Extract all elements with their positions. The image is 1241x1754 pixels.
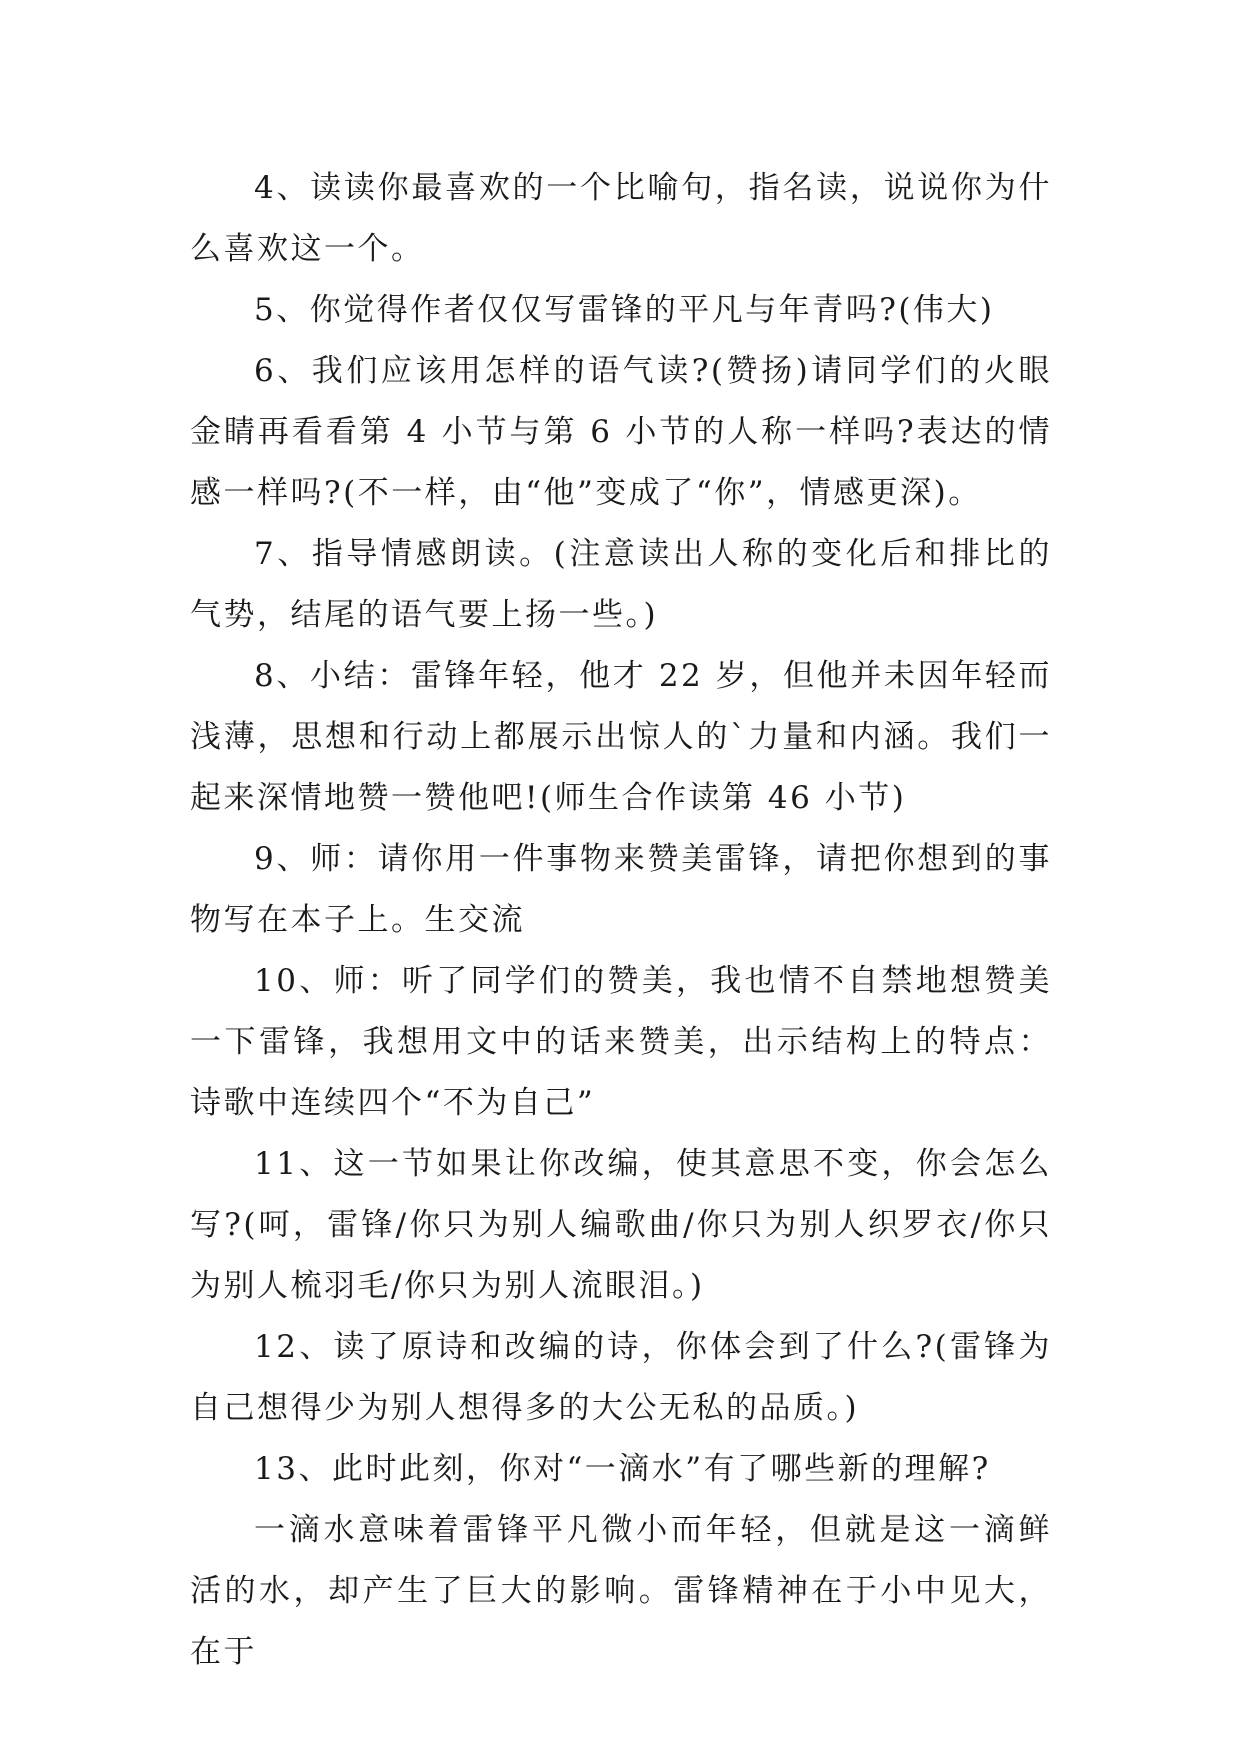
document-body <box>190 158 1052 1683</box>
paragraph-6: 6、我们应该用怎样的语气读?(赞扬)请同学们的火眼金睛再看看第 4 小节与第 6 小节的人称一样吗?表达的情感一样吗?(不一样，由“他”变成了“你”，情感更深)。 <box>190 353 1052 511</box>
paragraph-7: 7、指导情感朗读。(注意读出人称的变化后和排比的气势，结尾的语气要上扬一些。) <box>190 536 1052 633</box>
paragraph-13: 13、此时此刻，你对“一滴水”有了哪些新的理解? <box>254 1451 991 1487</box>
paragraph-12: 12、读了原诗和改编的诗，你体会到了什么?(雷锋为自己想得少为别人想得多的大公无私的品质。) <box>190 1329 1052 1426</box>
paragraph-5: 5、你觉得作者仅仅写雷锋的平凡与年青吗?(伟大) <box>254 292 995 328</box>
paragraph-summary: 一滴水意味着雷锋平凡微小而年轻，但就是这一滴鲜活的水，却产生了巨大的影响。雷锋精神在于小中见大，在于 <box>190 1512 1052 1670</box>
paragraph-8: 8、小结：雷锋年轻，他才 22 岁，但他并未因年轻而浅薄，思想和行动上都展示出惊人的`力量和内涵。我们一起来深情地赞一赞他吧!(师生合作读第 46 小节) <box>190 658 1052 816</box>
paragraph-4: 4、读读你最喜欢的一个比喻句，指名读，说说你为什么喜欢这一个。 <box>190 170 1052 267</box>
paragraph-9: 9、师：请你用一件事物来赞美雷锋，请把你想到的事物写在本子上。生交流 <box>190 841 1052 938</box>
paragraph-10: 10、师：听了同学们的赞美，我也情不自禁地想赞美一下雷锋，我想用文中的话来赞美，出示结构上的特点：诗歌中连续四个“不为自己” <box>190 963 1052 1121</box>
paragraph-11: 11、这一节如果让你改编，使其意思不变，你会怎么写?(呵，雷锋/你只为别人编歌曲/你只为别人织罗衣/你只为别人梳羽毛/你只为别人流眼泪。) <box>190 1146 1052 1304</box>
